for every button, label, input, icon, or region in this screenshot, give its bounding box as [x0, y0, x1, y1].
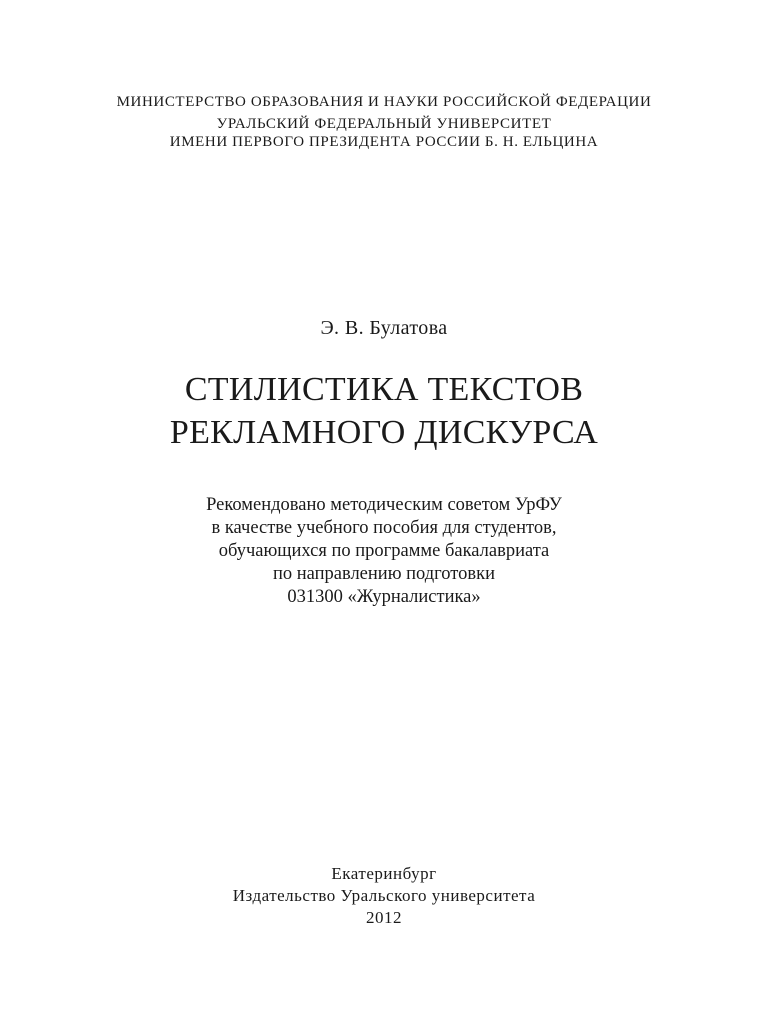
author-name: Э. В. Булатова	[320, 317, 448, 339]
recommendation-line: 031300 «Журналистика»	[287, 587, 481, 607]
book-title-line-1: СТИЛИСТИКА ТЕКСТОВ	[184, 371, 584, 408]
ministry-line: МИНИСТЕРСТВО ОБРАЗОВАНИЯ И НАУКИ РОССИЙСКОЙ ФЕДЕРАЦИИ	[116, 94, 652, 110]
imprint-city: Екатеринбург	[331, 864, 437, 883]
university-line: УРАЛЬСКИЙ ФЕДЕРАЛЬНЫЙ УНИВЕРСИТЕТ	[216, 116, 552, 132]
recommendation-line: Рекомендовано методическим советом УрФУ	[206, 495, 562, 515]
recommendation-line: обучающихся по программе бакалавриата	[218, 541, 550, 561]
imprint-publisher: Издательство Уральского университета	[232, 886, 536, 905]
imprint-year: 2012	[366, 908, 402, 927]
recommendation-line: в качестве учебного пособия для студентов,	[211, 518, 557, 538]
book-title-line-2: РЕКЛАМНОГО ДИСКУРСА	[169, 414, 599, 451]
university-name-line: ИМЕНИ ПЕРВОГО ПРЕЗИДЕНТА РОССИИ Б. Н. ЕЛЬЦИНА	[169, 134, 599, 150]
recommendation-line: по направлению подготовки	[272, 564, 496, 584]
